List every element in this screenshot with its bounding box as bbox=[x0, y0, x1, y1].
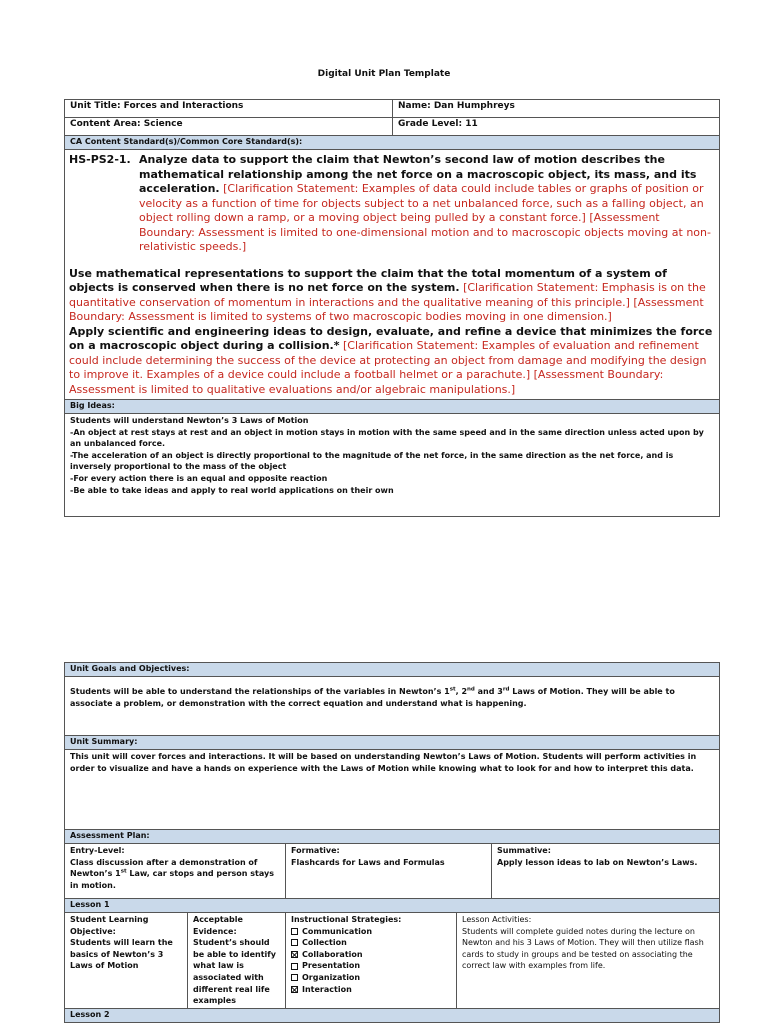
standard-1-code: HS-PS2-1. bbox=[69, 153, 131, 166]
summative-text: Apply lesson ideas to lab on Newton’s Laws. bbox=[497, 857, 698, 867]
big-idea-line: -An object at rest stays at rest and an object in motion stays in motion with the same speed and in the same direction unless acted upon by an unbalanced force. bbox=[70, 427, 704, 449]
standard-1 bbox=[69, 153, 715, 255]
standards-cell bbox=[65, 150, 720, 400]
evidence-cell bbox=[188, 913, 286, 1009]
strategy-collection[interactable]: Collection bbox=[291, 937, 451, 949]
summative-cell bbox=[492, 844, 720, 899]
strategy-organization[interactable]: Organization bbox=[291, 972, 451, 984]
activities-label: Lesson Activities: bbox=[462, 915, 532, 924]
formative-text: Flashcards for Laws and Formulas bbox=[291, 857, 445, 867]
standard-2 bbox=[69, 267, 715, 325]
document-title: Digital Unit Plan Template bbox=[317, 69, 451, 79]
standard-2-clarification: [Clarification Statement: Emphasis is on the quantitative conservation of momentum in interactions and the qualitative meaning of this principle.] [Assessment Boundary: Assessment is limited to systems of two macroscopic bodies moving in one dimension.] bbox=[69, 281, 706, 323]
checkbox-icon[interactable] bbox=[291, 963, 298, 970]
standard-2-text: Use mathematical representations to support the claim that the total momentum of a system of objects is conserved when there is no net force on the system. bbox=[69, 266, 667, 294]
big-idea-line: -For every action there is an equal and opposite reaction bbox=[70, 473, 328, 483]
unit-plan-table bbox=[64, 662, 720, 1023]
strategies-label: Instructional Strategies: bbox=[291, 915, 402, 924]
standards-label: CA Content Standard(s)/Common Core Standard(s): bbox=[65, 136, 720, 150]
lesson-1-label: Lesson 1 bbox=[65, 899, 720, 913]
standard-3 bbox=[69, 325, 715, 398]
unit-header-table bbox=[64, 99, 720, 517]
checkbox-icon[interactable] bbox=[291, 939, 298, 946]
standard-1-clarification: [Clarification Statement: Examples of data could include tables or graphs of position or velocity as a function of time for objects subject to a net unbalanced force, such as a falling object, an object rolling down a ramp, or a moving object being pulled by a constant force.] [Assessment Boundary: Assessment is limited to one-dimensional motion and to macroscopic objects moving at non-relativistic speeds.] bbox=[139, 182, 711, 253]
entry-level-label: Entry-Level: bbox=[70, 846, 125, 855]
checked-checkbox-icon[interactable] bbox=[291, 986, 298, 993]
summary-label: Unit Summary: bbox=[65, 736, 720, 750]
checkbox-icon[interactable] bbox=[291, 974, 298, 981]
formative-cell bbox=[286, 844, 492, 899]
formative-label: Formative: bbox=[291, 846, 340, 855]
lesson-2-label: Lesson 2 bbox=[65, 1008, 720, 1022]
big-ideas-cell bbox=[65, 414, 720, 517]
big-idea-line: -The acceleration of an object is directly proportional to the magnitude of the net force, in the same direction as the net force, and is inversely proportional to the mass of the object bbox=[70, 450, 674, 472]
strategies-cell bbox=[286, 913, 457, 1009]
evidence-text: Student’s should be able to identify what law is associated with different real life examples bbox=[193, 938, 276, 1006]
unit-title: Unit Title: Forces and Interactions bbox=[65, 100, 393, 118]
standard-3-text: Apply scientific and engineering ideas to design, evaluate, and refine a device that minimizes the force on a macroscopic object during a collision.* bbox=[69, 324, 713, 352]
content-area: Content Area: Science bbox=[65, 118, 393, 136]
goals-text: Students will be able to understand the relationships of the variables in Newton’s 1st, 2nd and 3rd Laws of Motion. They will be able to associate a problem, or demonstration with the correct equation and understand what is happening. bbox=[65, 677, 720, 736]
strategy-presentation[interactable]: Presentation bbox=[291, 960, 451, 972]
checked-checkbox-icon[interactable] bbox=[291, 951, 298, 958]
big-ideas-label: Big Ideas: bbox=[65, 400, 720, 414]
activities-text: Students will complete guided notes during the lecture on Newton and his 3 Laws of Motion. They will then utilize flash cards to study in groups and be tested on associating the correct law with examples from life. bbox=[462, 926, 704, 971]
entry-level-text: Class discussion after a demonstration of Newton’s 1st Law, car stops and person stays in motion. bbox=[70, 857, 274, 890]
evidence-label: Acceptable Evidence: bbox=[193, 915, 243, 936]
teacher-name: Name: Dan Humphreys bbox=[393, 100, 720, 118]
activities-cell bbox=[457, 913, 720, 1009]
objective-label: Student Learning Objective: bbox=[70, 915, 149, 936]
standard-1-text: Analyze data to support the claim that Newton’s second law of motion describes the mathematical relationship among the net force on a macroscopic object, its mass, and its acceleration. bbox=[139, 153, 697, 195]
strategy-collaboration[interactable]: Collaboration bbox=[291, 949, 451, 961]
big-idea-line: Students will understand Newton’s 3 Laws of Motion bbox=[70, 416, 309, 425]
strategy-interaction[interactable]: Interaction bbox=[291, 984, 451, 996]
summative-label: Summative: bbox=[497, 846, 551, 855]
standard-3-clarification: [Clarification Statement: Examples of evaluation and refinement could include determining the success of the device at protecting an object from damage and modifying the design to improve it. Examples of a device could include a football helmet or a parachute.] [Assessment Boundary: Assessment is limited to qualitative evaluations and/or algebraic manipulations.] bbox=[69, 339, 707, 396]
objective-text: Students will learn the basics of Newton’s 3 Laws of Motion bbox=[70, 938, 173, 971]
goals-label: Unit Goals and Objectives: bbox=[65, 663, 720, 677]
objective-cell bbox=[65, 913, 188, 1009]
checkbox-icon[interactable] bbox=[291, 928, 298, 935]
grade-level: Grade Level: 11 bbox=[393, 118, 720, 136]
big-idea-line: -Be able to take ideas and apply to real world applications on their own bbox=[70, 485, 394, 495]
assessment-label: Assessment Plan: bbox=[65, 830, 720, 844]
summary-text: This unit will cover forces and interactions. It will be based on understanding Newton’s Laws of Motion. Students will perform activities in order to visualize and have a hands on experience with the Laws of Motion while knowing what to look for and how to interpret this data. bbox=[65, 750, 720, 830]
strategy-communication[interactable]: Communication bbox=[291, 926, 451, 938]
entry-level-cell bbox=[65, 844, 286, 899]
